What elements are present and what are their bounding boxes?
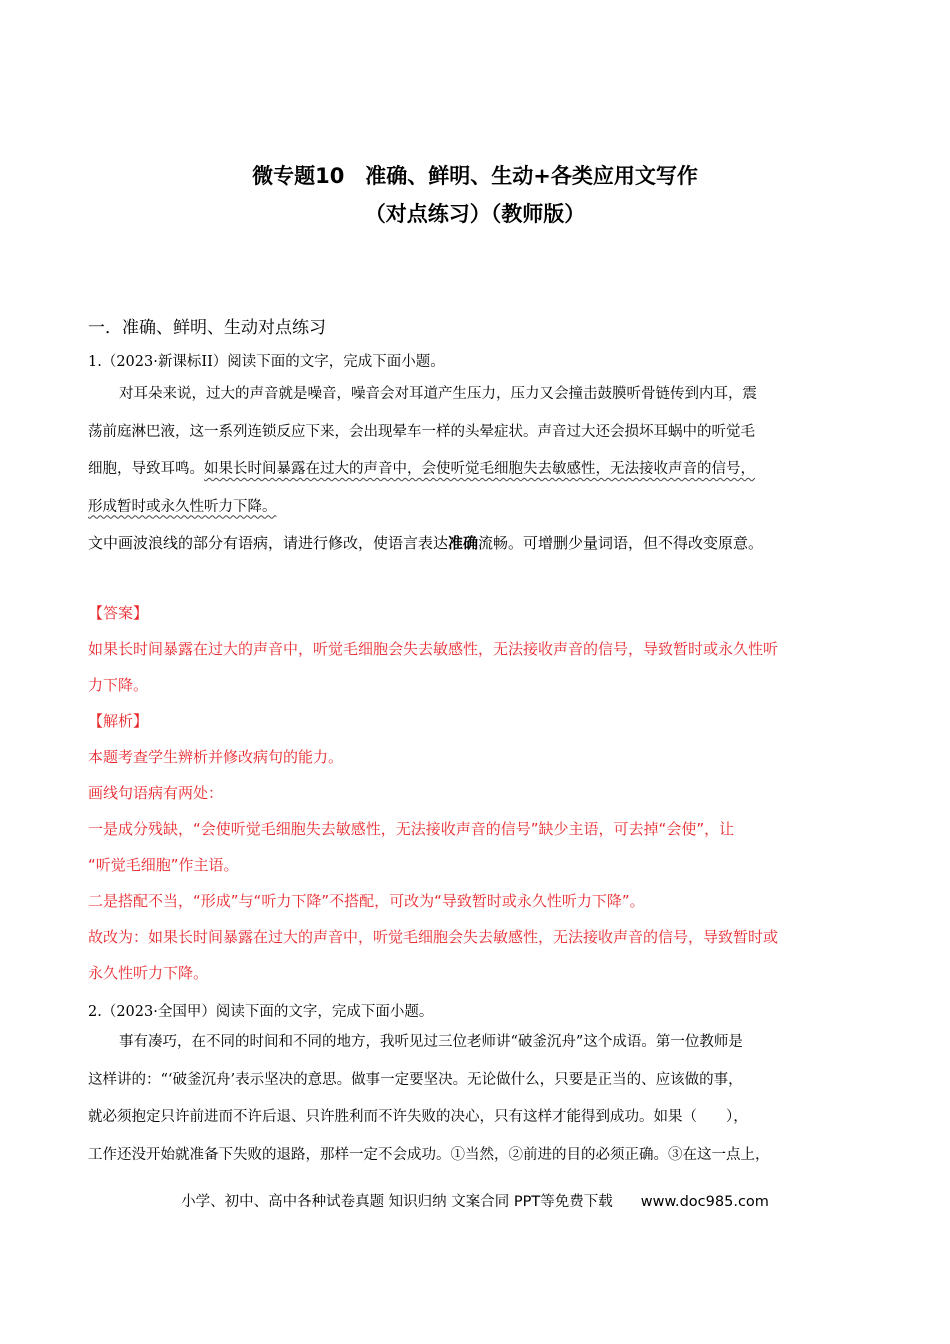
analysis-line: 本题考查学生辨析并修改病句的能力。 — [88, 748, 344, 766]
question-1-header: 1.（2023·新课标II）阅读下面的文字，完成下面小题。 — [88, 354, 445, 370]
footer-text: 小学、初中、高中各种试卷真题 知识归纳 文案合同 PPT等免费下载 — [181, 1194, 613, 1210]
question-1-instruction — [88, 532, 763, 553]
analysis-label: 【解析】 — [88, 712, 149, 730]
page-subtitle: （对点练习）（教师版） — [364, 202, 586, 226]
passage-line: 对耳朵来说，过大的声音就是噪音，噪音会对耳道产生压力，压力又会撞击鼓膜听骨链传到内耳，震 — [119, 386, 757, 402]
passage-line: 荡前庭淋巴液，这一系列连锁反应下来，会出现晕车一样的头晕症状。声音过大还会损坏耳蜗中的听觉毛 — [88, 423, 755, 440]
analysis-line: 一是成分残缺，“会使听觉毛细胞失去敏感性，无法接收声音的信号”缺少主语，可去掉“会使”，让 — [88, 820, 735, 838]
analysis-line: “听觉毛细胞”作主语。 — [88, 856, 239, 874]
question-2-passage — [88, 1024, 864, 1174]
passage-text: 细胞，导致耳鸣。 — [88, 461, 204, 477]
analysis-line: 画线句语病有两处： — [88, 784, 224, 802]
question-1-passage — [88, 376, 864, 526]
analysis-line: 故改为：如果长时间暴露在过大的声音中，听觉毛细胞会失去敏感性，无法接收声音的信号，导致暂时或 — [88, 928, 779, 946]
passage-line: 事有凑巧，在不同的时间和不同的地方，我听见过三位老师讲“破釜沉舟”这个成语。第一位教师是 — [119, 1034, 743, 1050]
passage-line: 工作还没开始就准备下失败的退路，那样一定不会成功。①当然，②前进的目的必须正确。③在这一点上， — [88, 1146, 770, 1163]
answer-label: 【答案】 — [88, 604, 149, 622]
passage-line — [88, 489, 864, 527]
answer-block — [88, 595, 868, 991]
passage-line: 就必须抱定只许前进而不许后退、只许胜利而不许失败的决心，只有这样才能得到成功。如果（ ）， — [88, 1109, 748, 1125]
page-title: 微专题10 准确、鲜明、生动+各类应用文写作 — [252, 164, 698, 188]
passage-line — [88, 451, 864, 489]
question-2-header: 2.（2023·全国甲）阅读下面的文字，完成下面小题。 — [88, 1004, 434, 1020]
section-heading: 一．准确、鲜明、生动对点练习 — [88, 318, 326, 338]
passage-line: 这样讲的：“‘破釜沉舟’表示坚决的意思。做事一定要坚决。无论做什么，只要是正当的、应该做的事， — [88, 1071, 743, 1088]
answer-line: 力下降。 — [88, 676, 149, 694]
analysis-line: 永久性听力下降。 — [88, 964, 209, 982]
instruction-text: 流畅。可增删少量词语，但不得改变原意。 — [478, 534, 764, 552]
footer-url[interactable]: www.doc985.com — [640, 1194, 769, 1210]
wavy-underlined-text: 形成暂时或永久性听力下降。 — [88, 498, 277, 515]
instruction-emphasis: 准确 — [448, 534, 479, 552]
instruction-text: 文中画波浪线的部分有语病，请进行修改，使语言表达 — [88, 534, 449, 552]
wavy-underlined-text: 如果长时间暴露在过大的声音中，会使听觉毛细胞失去敏感性，无法接收声音的信号， — [204, 461, 755, 477]
answer-line: 如果长时间暴露在过大的声音中，听觉毛细胞会失去敏感性，无法接收声音的信号，导致暂时或永久性听 — [88, 640, 779, 658]
analysis-line: 二是搭配不当，“形成”与“听力下降”不搭配，可改为“导致暂时或永久性听力下降”。 — [88, 892, 645, 910]
page-footer — [0, 1190, 950, 1211]
